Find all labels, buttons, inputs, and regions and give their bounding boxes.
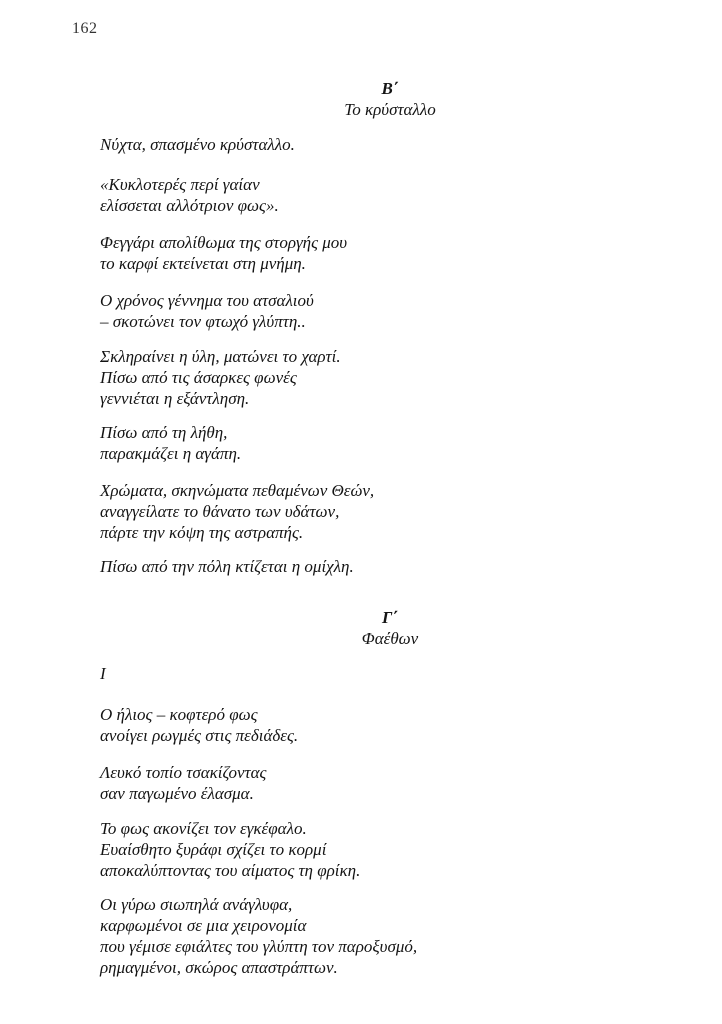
poem-line: Φεγγάρι απολίθωμα της στοργής μου bbox=[100, 233, 348, 252]
page-number: 162 bbox=[72, 20, 98, 37]
poem-line: «Κυκλοτερές περί γαίαν bbox=[100, 175, 260, 194]
stanza bbox=[100, 422, 660, 464]
poem-line: – σκοτώνει τον φτωχό γλύπτη.. bbox=[100, 312, 306, 331]
poem-line: Οι γύρω σιωπηλά ανάγλυφα, bbox=[100, 895, 293, 914]
stanza bbox=[100, 346, 660, 409]
poem-line: ρημαγμένοι, σκώρος απαστράπτων. bbox=[100, 958, 338, 977]
poem-line: πάρτε την κόψη της αστραπής. bbox=[100, 523, 304, 542]
poem-line: Νύχτα, σπασμένο κρύσταλλο. bbox=[100, 135, 295, 154]
stanza bbox=[100, 704, 660, 746]
poem-line: Πίσω από τις άσαρκες φωνές bbox=[100, 368, 297, 387]
poem-line: γεννιέται η εξάντληση. bbox=[100, 389, 250, 408]
stanza bbox=[100, 556, 660, 577]
section-heading-g bbox=[330, 607, 450, 649]
poem-line: Λευκό τοπίο τσακίζοντας bbox=[100, 763, 267, 782]
stanza bbox=[100, 134, 660, 155]
section-letter: B΄ bbox=[381, 79, 399, 98]
section-title: Φαέθων bbox=[361, 629, 419, 648]
poem-line: Το φως ακονίζει τον εγκέφαλο. bbox=[100, 819, 307, 838]
poem-line: που γέμισε εφιάλτες του γλύπτη τον παροξυσμό, bbox=[100, 937, 418, 956]
section-heading-b bbox=[330, 78, 450, 120]
stanza bbox=[100, 232, 660, 274]
poem-line: Σκληραίνει η ύλη, ματώνει το χαρτί. bbox=[100, 347, 341, 366]
section-letter: Γ΄ bbox=[382, 608, 398, 627]
poem-line: παρακμάζει η αγάπη. bbox=[100, 444, 242, 463]
stanza bbox=[100, 762, 660, 804]
stanza bbox=[100, 818, 660, 881]
section-title: Το κρύσταλλο bbox=[344, 100, 436, 119]
stanza bbox=[100, 290, 660, 332]
poem-line: σαν παγωμένο έλασμα. bbox=[100, 784, 254, 803]
stanza bbox=[100, 174, 660, 216]
poem-line: Πίσω από τη λήθη, bbox=[100, 423, 228, 442]
poem-line: αναγγείλατε το θάνατο των υδάτων, bbox=[100, 502, 340, 521]
poem-line: Ο χρόνος γέννημα του ατσαλιού bbox=[100, 291, 314, 310]
poem-line: Πίσω από την πόλη κτίζεται η ομίχλη. bbox=[100, 557, 354, 576]
poem-line: αποκαλύπτοντας του αίματος τη φρίκη. bbox=[100, 861, 361, 880]
poem-line: Ευαίσθητο ξυράφι σχίζει το κορμί bbox=[100, 840, 327, 859]
stanza bbox=[100, 894, 660, 978]
poem-line: Ο ήλιος – κοφτερό φως bbox=[100, 705, 258, 724]
poem-line: καρφωμένοι σε μια χειρονομία bbox=[100, 916, 307, 935]
poem-line: Χρώματα, σκηνώματα πεθαμένων Θεών, bbox=[100, 481, 375, 500]
poem-line: ανοίγει ρωγμές στις πεδιάδες. bbox=[100, 726, 299, 745]
poem-line: ελίσσεται αλλότριον φως». bbox=[100, 196, 279, 215]
poem-line: το καρφί εκτείνεται στη μνήμη. bbox=[100, 254, 306, 273]
subsection-number: Ι bbox=[100, 664, 106, 683]
stanza bbox=[100, 480, 660, 543]
